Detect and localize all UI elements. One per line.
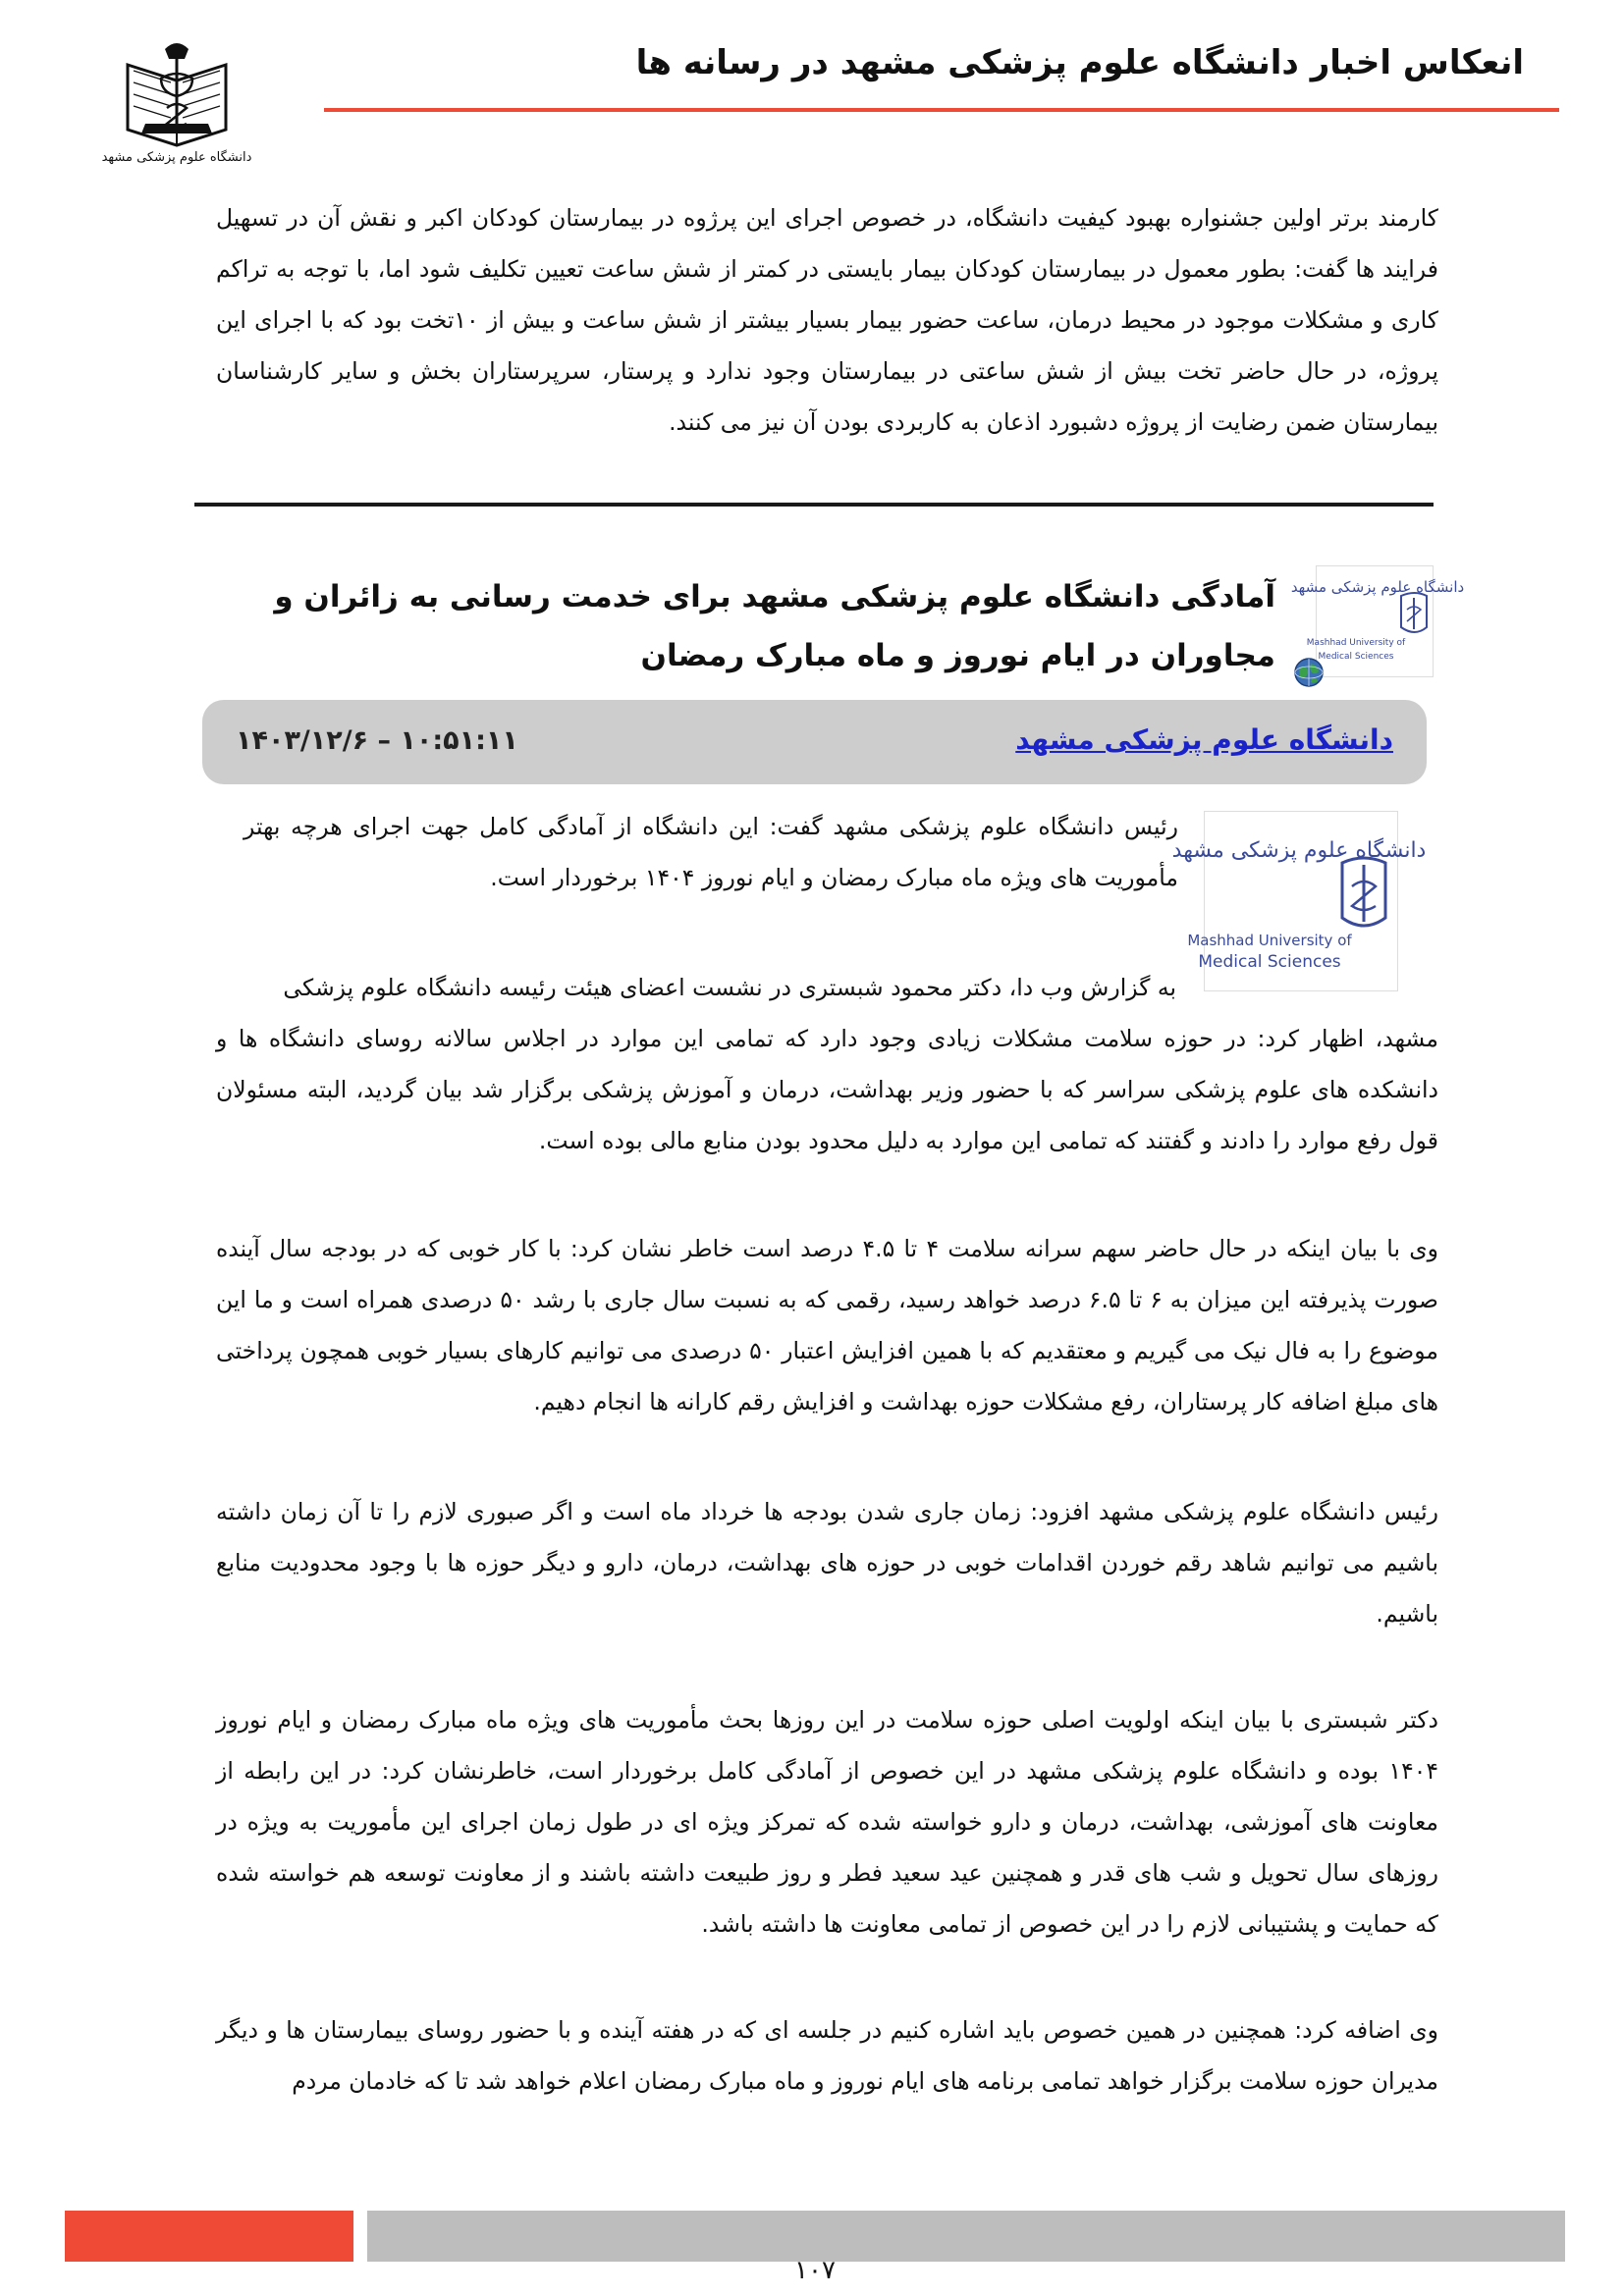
article-paragraph-2-continued: مشهد، اظهار کرد: در حوزه سلامت مشکلات زیادی وجود دارد که تمامی این موارد در اجلاس سالانه روسای دانشگاه ها و دانشکده های علوم پزشکی سراسر که با حضور وزیر بهداشت، درمان و آموزش پزشکی برگزار شد بیان گردید، البته مسئولان قول رفع موارد را دادند و گفتند که تمامی این موارد به دلیل محدود بودن منابع مالی بوده است. [216,1025,1438,1154]
globe-icon[interactable] [1292,656,1326,689]
article-paragraph-3: وی با بیان اینکه در حال حاضر سهم سرانه سلامت ۴ تا ۴.۵ درصد است خاطر نشان کرد: با کار خوبی که در بودجه سال آینده صورت پذیرفته این میزان به ۶ تا ۶.۵ درصد خواهد رسید، رقمی که به نسبت سال جاری با رشد ۵۰ درصدی همراه است و ما این موضوع را به فال نیک می گیریم و معتقدیم که با همین افزایش اعتبار ۵۰ درصدی می توانیم کارهای بسیار خوبی همچون پرداختی های مبلغ اضافه کار پرستاران، رفع مشکلات حوزه بهداشت و افزایش رقم کارانه ها انجام دهیم. [216,1235,1439,1415]
footer-gray-bar [367,2211,1565,2262]
source-logo-thumbnail [1290,565,1465,677]
article-paragraph-2-start: به گزارش وب دا، دکتر محمود شبستری در نشست اعضای هیئت رئیسه دانشگاه علوم پزشکی [283,974,1176,1001]
thumb-small-persian: دانشگاه علوم پزشکی مشهد [1290,578,1465,596]
article-meta-bar [202,700,1427,784]
article-image [1171,811,1427,991]
thumb-small-en1: Mashhad University of [1306,638,1406,648]
page-number: ۱۰۷ [794,2256,836,2285]
previous-article-paragraph: کارمند برتر اولین جشنواره بهبود کیفیت دانشگاه، در خصوص اجرای این پرژوه در بیمارستان کودکان اکبر و نقش آن در تسهیل فرایند ها گفت: بطور معمول در بیمارستان کودکان بیمار بایستی در کمتر از شش ساعت تعیین تکلیف شود اما، با توجه به تراکم کاری و مشکلات موجود در محیط درمان، ساعت حضور بیمار بسیار بیشتر از شش ساعت و بیش از ۱۰تخت بود که با اجرای این پروژه، در حال حاضر تخت بیش از شش ساعتی در بیمارستان وجود ندارد و پرستار، سرپرستاران بخش و سایر کارشناسان بیمارستان ضمن رضایت از پروژه دشبورد اذعان به کاربردی بودن آن نیز می کنند. [216,204,1438,436]
publish-datetime: ۱۴۰۳/۱۲/۶ – ۱۰:۵۱:۱۱ [236,725,518,756]
header-divider [324,108,1559,112]
article-lead-paragraph: رئیس دانشگاه علوم پزشکی مشهد گفت: این دانشگاه از آمادگی کامل جهت اجرای هرچه بهتر مأموریت های ویژه ماه مبارک رمضان و ایام نوروز ۱۴۰۴ برخوردار است. [244,813,1178,891]
footer-accent-bar [65,2211,353,2262]
university-seal-icon [101,39,252,167]
source-link[interactable]: دانشگاه علوم پزشکی مشهد [1015,723,1393,756]
section-divider [194,503,1434,507]
article-paragraph-5: دکتر شبستری با بیان اینکه اولویت اصلی حوزه سلامت در این روزها بحث مأموریت های ویژه ماه مبارک رمضان و ایام نوروز ۱۴۰۴ بوده و دانشگاه علوم پزشکی مشهد در این خصوص از آمادگی کامل برخوردار است، خاطرنشان کرد: در این رابطه از معاونت های آموزشی، بهداشت، درمان و دارو خواسته شده که تمرکز ویژه ای در طول زمان اجرای این مأموریت به ویژه در روزهای سال تحویل و شب های قدر و همچنین عید سعید فطر و روز طبیعت داشته باشند و از معاونت توسعه هم خواسته شده که حمایت و پشتیبانی لازم را در این خصوص از تمامی معاونت ها داشته باشد. [216,1706,1438,1938]
thumb-large-persian: دانشگاه علوم پزشکی مشهد [1171,838,1427,863]
svg-text:دانشگاه علوم پزشکی مشهد: دانشگاه علوم پزشکی مشهد [101,150,252,165]
thumb-large-en2: Medical Sciences [1198,952,1341,972]
page-header-title: انعکاس اخبار دانشگاه علوم پزشکی مشهد در رسانه ها [635,43,1524,82]
article-title: آمادگی دانشگاه علوم پزشکی مشهد برای خدمت رسانی به زائران و مجاوران در ایام نوروز و ماه مبارک رمضان [274,579,1275,673]
article-paragraph-4: رئیس دانشگاه علوم پزشکی مشهد افزود: زمان جاری شدن بودجه ها خرداد ماه است و اگر صبوری لازم را تا آن زمان داشته باشیم می توانیم شاهد رقم خوردن اقدامات خوبی در حوزه های بهداشت، درمان، دارو و دیگر حوزه ها با وجود محدودیت منابع باشیم. [216,1498,1438,1628]
thumb-small-en2: Medical Sciences [1318,652,1394,662]
article-paragraph-6: وی اضافه کرد: همچنین در همین خصوص باید اشاره کنیم در جلسه ای که در هفته آینده و با حضور روسای بیمارستان ها و دیگر مدیران حوزه سلامت برگزار خواهد تمامی برنامه های ایام نوروز و ماه مبارک رمضان اعلام خواهد شد تا که خادمان مردم [216,2016,1438,2095]
thumb-large-en1: Mashhad University of [1187,932,1352,949]
